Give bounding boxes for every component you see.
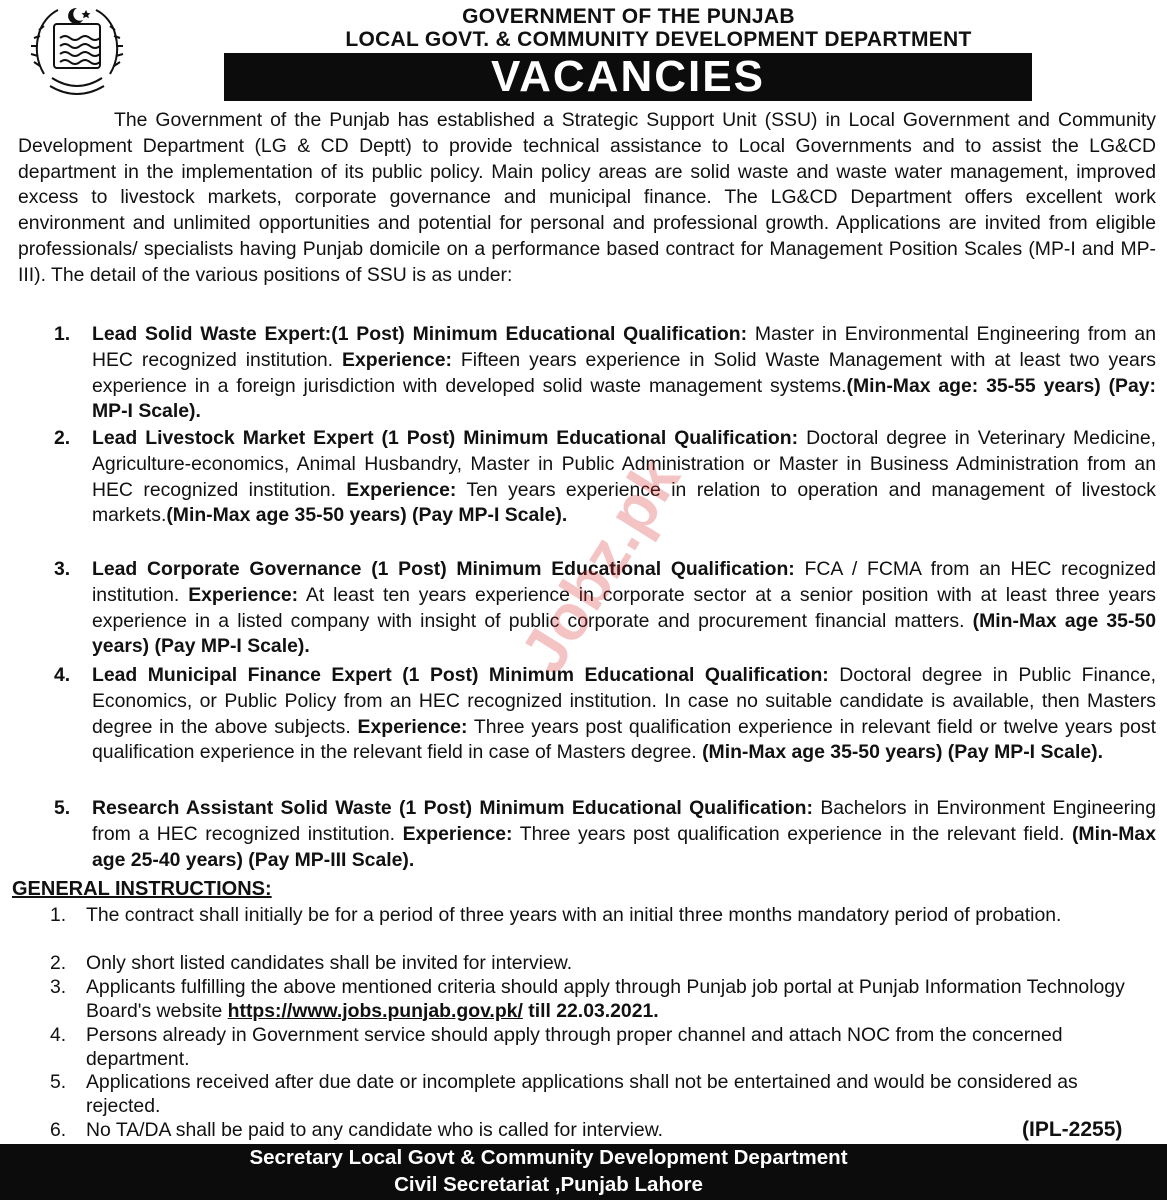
instruction-item — [40, 1071, 1150, 1118]
experience-label: Experience: — [357, 715, 468, 738]
position-experience: Ten years experience in relation to operation and management of livestock markets. — [92, 478, 1156, 527]
instruction-text: Applicants fulfilling the above mentioned criteria should apply through Punjab job portal at Punjab Information Technology Board's website — [86, 976, 1125, 1022]
position-title: Lead Corporate Governance (1 Post) Minimum Educational Qualification: — [92, 558, 795, 580]
position-number: 2. — [54, 427, 71, 449]
instruction-text: No TA/DA shall be paid to any candidate who is called for interview. — [86, 1119, 664, 1141]
experience-label: Experience: — [188, 583, 299, 606]
position-experience: Three years post qualification experience in relevant field or twelve years post qualification experience in the relevant field in case of Masters degree. — [92, 715, 1156, 764]
instruction-text: The contract shall initially be for a period of three years with an initial three months mandatory period of probation. — [86, 904, 1062, 926]
instruction-body — [86, 976, 1150, 1023]
experience-label: Experience: — [346, 478, 457, 501]
general-instructions-heading: GENERAL INSTRUCTIONS: — [12, 878, 272, 900]
position-terms: (Min-Max age 35-50 years) (Pay MP-I Scale). — [92, 609, 1156, 658]
position-title: Lead Municipal Finance Expert (1 Post) Minimum Educational Qualification: — [92, 664, 829, 686]
reference-number: (IPL-2255) — [1022, 1118, 1123, 1141]
deadline-text: till 22.03.2021. — [522, 999, 659, 1022]
position-title: Research Assistant Solid Waste (1 Post) Minimum Educational Qualification: — [92, 797, 813, 819]
position-item — [50, 426, 1156, 529]
instruction-item — [40, 976, 1150, 1023]
position-item — [50, 557, 1156, 660]
intro-paragraph: The Government of the Punjab has established a Strategic Support Unit (SSU) in Local Government and Community Development Department (LG & CD Deptt) to provide technical assistance to Local Governments and to assist the LG&CD department in the implementation of its public policy. Main policy areas are solid waste and waste water management, improved excess to livestock markets, corporate governance and municipal finance. The LG&CD Department offers excellent work environment and unlimited opportunities and potential for personal and professional growth. Applications are invited from eligible professionals/ specialists having Punjab domicile on a performance based contract for Management Position Scales (MP-I and MP-III). The detail of the various positions of SSU is as under: — [18, 109, 1156, 286]
instruction-item — [40, 1024, 1150, 1071]
instruction-number: 1. — [50, 904, 67, 926]
instruction-item — [40, 952, 1150, 976]
position-number: 5. — [54, 797, 71, 819]
position-body — [92, 426, 1156, 529]
position-body — [92, 796, 1156, 873]
position-body — [92, 322, 1156, 425]
instruction-text: Persons already in Government service should apply through proper channel and attach NOC from the concerned department. — [86, 1024, 1063, 1070]
vacancies-banner: VACANCIES — [224, 53, 1032, 101]
instruction-number: 2. — [50, 952, 67, 974]
position-number: 1. — [54, 323, 71, 345]
position-terms: (Min-Max age 35-50 years) (Pay MP-I Scale). — [166, 504, 568, 527]
position-number: 4. — [54, 664, 71, 686]
watermark: Jobz.pk — [506, 444, 694, 686]
position-number: 3. — [54, 558, 71, 580]
position-title: Lead Livestock Market Expert (1 Post) Minimum Educational Qualification: — [92, 427, 799, 449]
footer-line-secretary: Secretary Local Govt & Community Development Department — [249, 1146, 848, 1169]
position-body — [92, 663, 1156, 766]
position-experience: Three years post qualification experience in the relevant field. — [512, 822, 1072, 845]
position-terms: (Min-Max age 25-40 years) (Pay MP-III Scale). — [92, 822, 1156, 871]
instruction-text: Applications received after due date or incomplete applications shall not be entertained and would be considered as rejected. — [86, 1071, 1078, 1117]
footer-line-address: Civil Secretariat ,Punjab Lahore — [394, 1173, 703, 1196]
instruction-text: Only short listed candidates shall be invited for interview. — [86, 952, 573, 974]
instruction-number: 5. — [50, 1071, 67, 1093]
position-experience: Fifteen years experience in Solid Waste Management with at least two years experience in a foreign jurisdiction with developed solid waste management systems. — [92, 348, 1156, 397]
position-qualification: Bachelors in Environment Engineering from a HEC recognized institution. — [92, 797, 1157, 845]
instruction-number: 4. — [50, 1024, 67, 1046]
instruction-number: 6. — [50, 1119, 67, 1141]
position-terms: (Min-Max age: 35-55 years) (Pay: MP-I Scale). — [92, 374, 1157, 423]
position-qualification: Master in Environmental Engineering from an HEC recognized institution. — [92, 323, 1156, 371]
jobs-portal-link[interactable]: https://www.jobs.punjab.gov.pk/ — [227, 999, 523, 1022]
instruction-item — [40, 1119, 1020, 1143]
position-item — [50, 663, 1156, 766]
position-qualification: Doctoral degree in Veterinary Medicine, Agriculture-economics, Animal Husbandry, Master in Public Administration or Master in Business Administration from an HEC recognized institution. — [92, 427, 1157, 501]
experience-label: Experience: — [402, 822, 513, 845]
position-experience: At least ten years experience in corporate sector at a senior position with at least three years experience in a listed company with insight of public corporate and procurement financial matters. — [92, 583, 1157, 632]
experience-label: Experience: — [342, 348, 452, 371]
instruction-number: 3. — [50, 976, 67, 998]
position-body — [92, 557, 1156, 660]
position-qualification: Doctoral degree in Public Finance, Economics, or Public Policy from an HEC recognized institution. In case no suitable candidate is available, then Masters degree in the above subjects. — [92, 664, 1157, 738]
position-qualification: FCA / FCMA from an HEC recognized institution. — [92, 558, 1157, 606]
department-title: LOCAL GOVT. & COMMUNITY DEVELOPMENT DEPARTMENT — [345, 28, 972, 51]
government-title: GOVERNMENT OF THE PUNJAB — [462, 5, 795, 28]
position-item — [50, 796, 1156, 873]
position-item — [50, 322, 1156, 425]
position-title: Lead Solid Waste Expert:(1 Post) Minimum Educational Qualification: — [92, 323, 748, 345]
position-terms: (Min-Max age 35-50 years) (Pay MP-I Scale). — [702, 741, 1103, 764]
instruction-item — [40, 904, 1150, 928]
footer-signature-block — [0, 1144, 1167, 1200]
